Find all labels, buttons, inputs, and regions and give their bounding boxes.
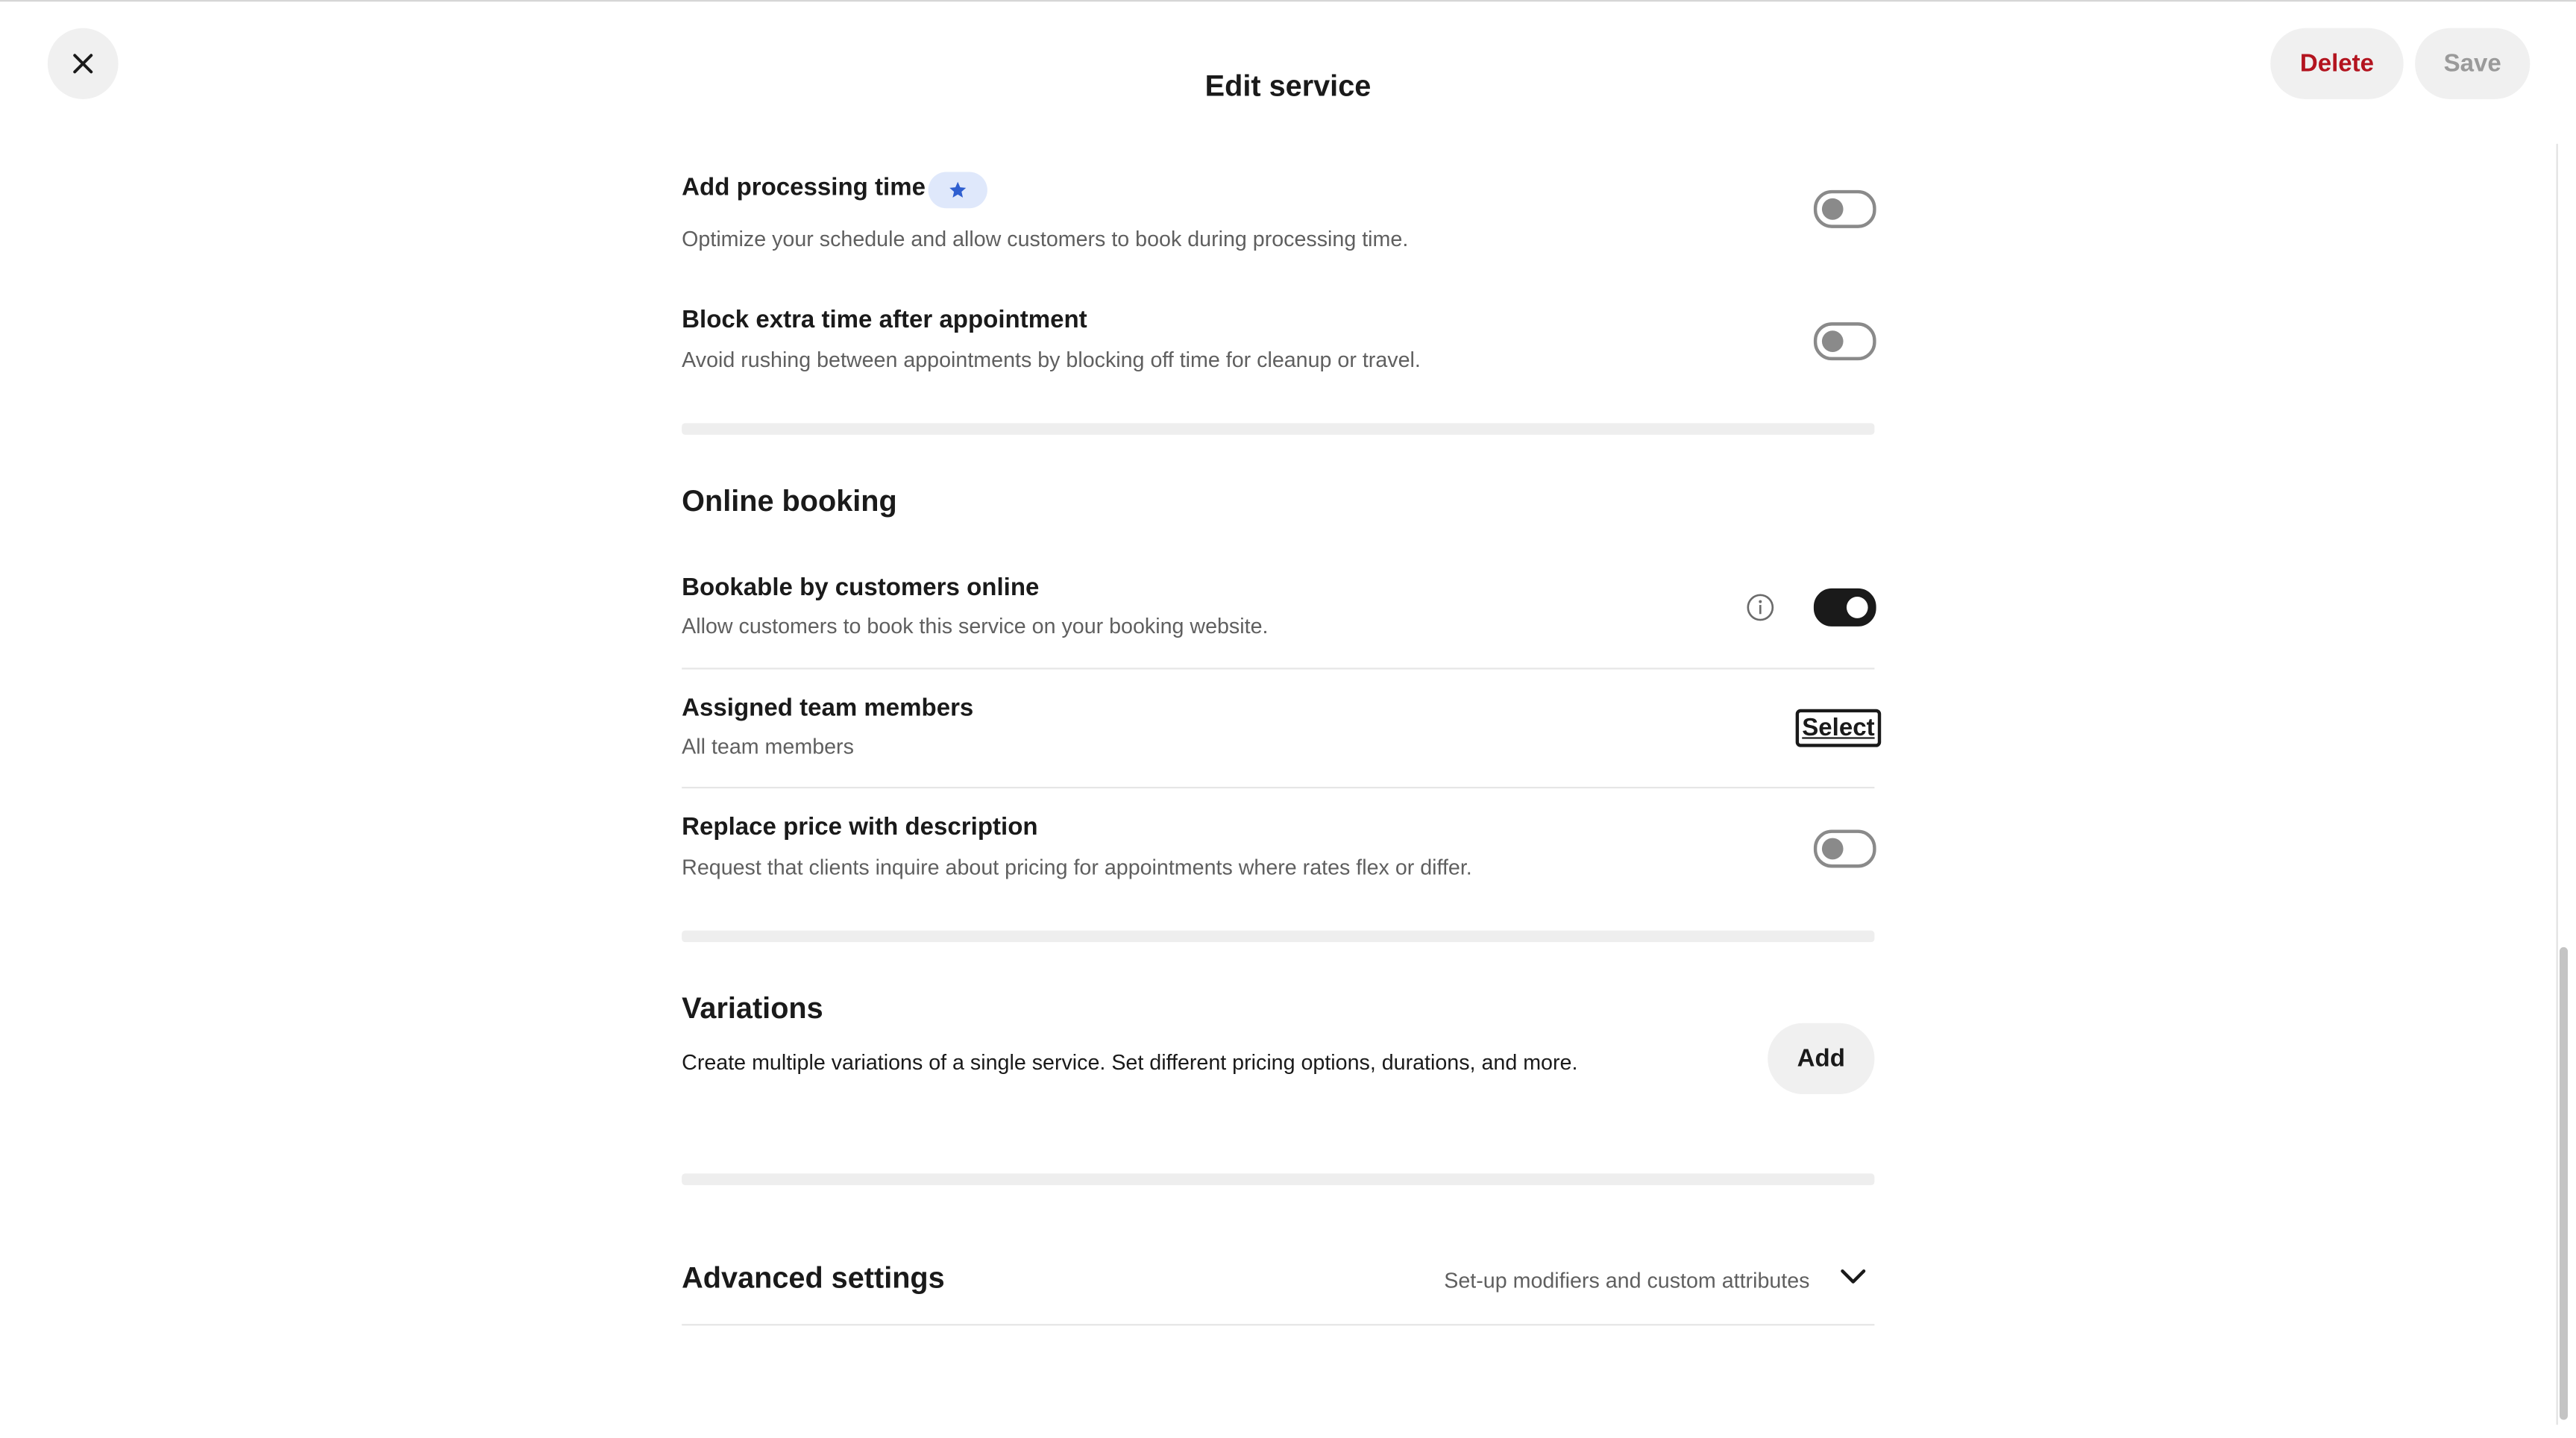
save-button[interactable]: Save — [2415, 28, 2530, 99]
processing-time-toggle[interactable] — [1814, 190, 1876, 228]
advanced-settings-subtitle: Set-up modifiers and custom attributes — [1444, 1267, 1810, 1293]
section-divider — [682, 931, 1874, 943]
premium-badge — [929, 172, 987, 208]
row-divider — [682, 1324, 1874, 1325]
section-divider — [682, 1173, 1874, 1185]
processing-time-description: Optimize your schedule and allow customers to book during processing time. — [682, 226, 1409, 251]
variations-description: Create multiple variations of a single service. Set different pricing options, durations, and more. — [682, 1049, 1578, 1075]
scrollbar-track — [2557, 144, 2558, 1425]
toggle-knob — [1847, 597, 1868, 618]
bookable-online-toggle[interactable] — [1814, 588, 1876, 627]
page-title: Edit service — [1204, 69, 1372, 103]
advanced-settings-heading[interactable]: Advanced settings — [682, 1260, 945, 1295]
replace-price-title: Replace price with description — [682, 813, 1038, 841]
replace-price-description: Request that clients inquire about pricing for appointments where rates flex or differ. — [682, 854, 1472, 879]
add-variation-button[interactable]: Add — [1768, 1023, 1874, 1094]
chevron-down-icon[interactable] — [1838, 1261, 1868, 1291]
row-divider — [682, 668, 1874, 669]
toggle-knob — [1822, 838, 1844, 860]
variations-heading: Variations — [682, 991, 823, 1025]
block-extra-time-description: Avoid rushing between appointments by blocking off time for cleanup or travel. — [682, 347, 1421, 372]
assigned-team-title: Assigned team members — [682, 694, 974, 723]
bookable-online-title: Bookable by customers online — [682, 573, 1040, 602]
row-divider — [682, 787, 1874, 788]
select-team-button[interactable]: Select — [1796, 709, 1882, 747]
scrollbar-thumb[interactable] — [2560, 947, 2568, 1420]
delete-button[interactable]: Delete — [2270, 28, 2403, 99]
processing-time-title: Add processing time — [682, 173, 926, 202]
replace-price-toggle[interactable] — [1814, 829, 1876, 867]
assigned-team-value: All team members — [682, 733, 854, 759]
bookable-online-description: Allow customers to book this service on your booking website. — [682, 613, 1269, 638]
toggle-knob — [1822, 330, 1844, 352]
info-icon[interactable] — [1747, 594, 1774, 622]
block-extra-time-toggle[interactable] — [1814, 322, 1876, 360]
star-icon — [948, 180, 967, 201]
online-booking-heading: Online booking — [682, 484, 897, 518]
toggle-knob — [1822, 198, 1844, 220]
block-extra-time-title: Block extra time after appointment — [682, 305, 1087, 334]
top-divider — [0, 0, 2576, 1]
section-divider — [682, 423, 1874, 435]
